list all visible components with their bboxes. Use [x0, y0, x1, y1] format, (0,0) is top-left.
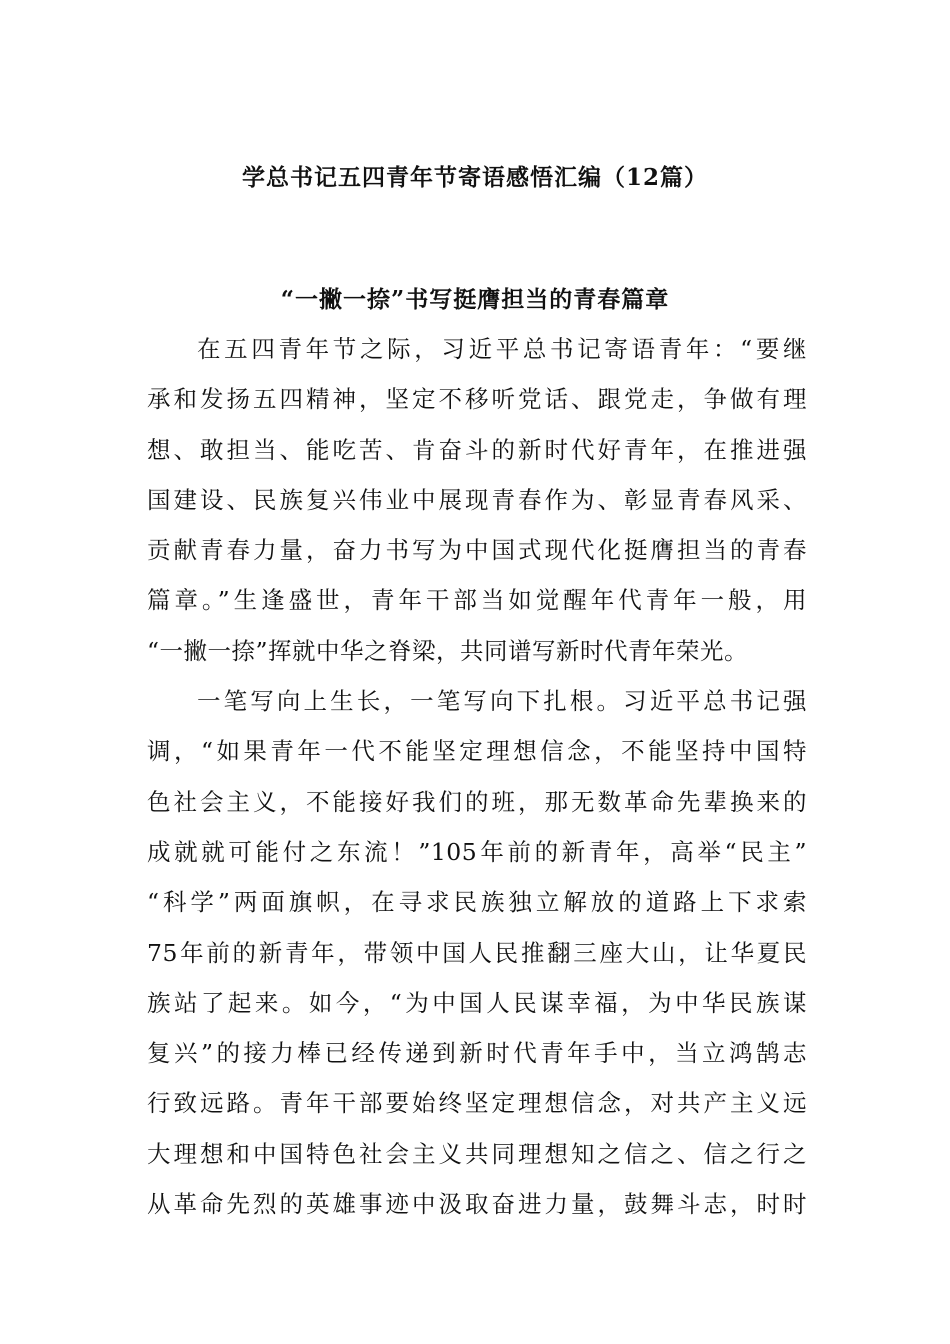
paragraph-line: 贡献青春力量，奋力书写为中国式现代化挺膺担当的青春: [147, 536, 807, 565]
paragraph-line: 成就就可能付之东流！”105年前的新青年，高举“民主”: [147, 837, 807, 866]
paragraph-line: 国建设、民族复兴伟业中展现青春作为、彰显青春风采、: [147, 485, 807, 514]
paragraph-line: 色社会主义，不能接好我们的班，那无数革命先辈换来的: [147, 787, 807, 816]
paragraph-line: “一撇一捺”挥就中华之脊梁，共同谱写新时代青年荣光。: [147, 636, 749, 665]
paragraph-line: “科学”两面旗帜，在寻求民族独立解放的道路上下求索: [147, 888, 807, 917]
paragraph-line: 承和发扬五四精神，坚定不移听党话、跟党走，争做有理: [147, 385, 807, 414]
paragraph-line: 一笔写向上生长，一笔写向下扎根。习近平总书记强: [197, 687, 807, 716]
paragraph-line: 行致远路。青年干部要始终坚定理想信念，对共产主义远: [147, 1089, 807, 1118]
paragraph-line: 想、敢担当、能吃苦、肯奋斗的新时代好青年，在推进强: [147, 435, 807, 464]
paragraph-line: 复兴”的接力棒已经传递到新时代青年手中，当立鸿鹄志: [147, 1039, 807, 1068]
paragraph-line: 族站了起来。如今，“为中国人民谋幸福，为中华民族谋: [147, 988, 807, 1017]
paragraph-line: 大理想和中国特色社会主义共同理想知之信之、信之行之: [147, 1139, 807, 1168]
paragraph-line: 75年前的新青年，带领中国人民推翻三座大山，让华夏民: [147, 938, 807, 967]
paragraph-line: 调，“如果青年一代不能坚定理想信念，不能坚持中国特: [147, 737, 807, 766]
paragraph-line: 在五四青年节之际，习近平总书记寄语青年：“要继: [197, 335, 807, 363]
section-title: “一撇一捺”书写挺膺担当的青春篇章: [280, 286, 670, 313]
paragraph-line: 从革命先烈的英雄事迹中汲取奋进力量，鼓舞斗志，时时: [147, 1190, 807, 1219]
body-text: [147, 324, 807, 1229]
paragraph-line: 篇章。”生逢盛世，青年干部当如觉醒年代青年一般，用: [147, 586, 807, 615]
document-title: 学总书记五四青年节寄语感悟汇编（12篇）: [241, 164, 708, 191]
